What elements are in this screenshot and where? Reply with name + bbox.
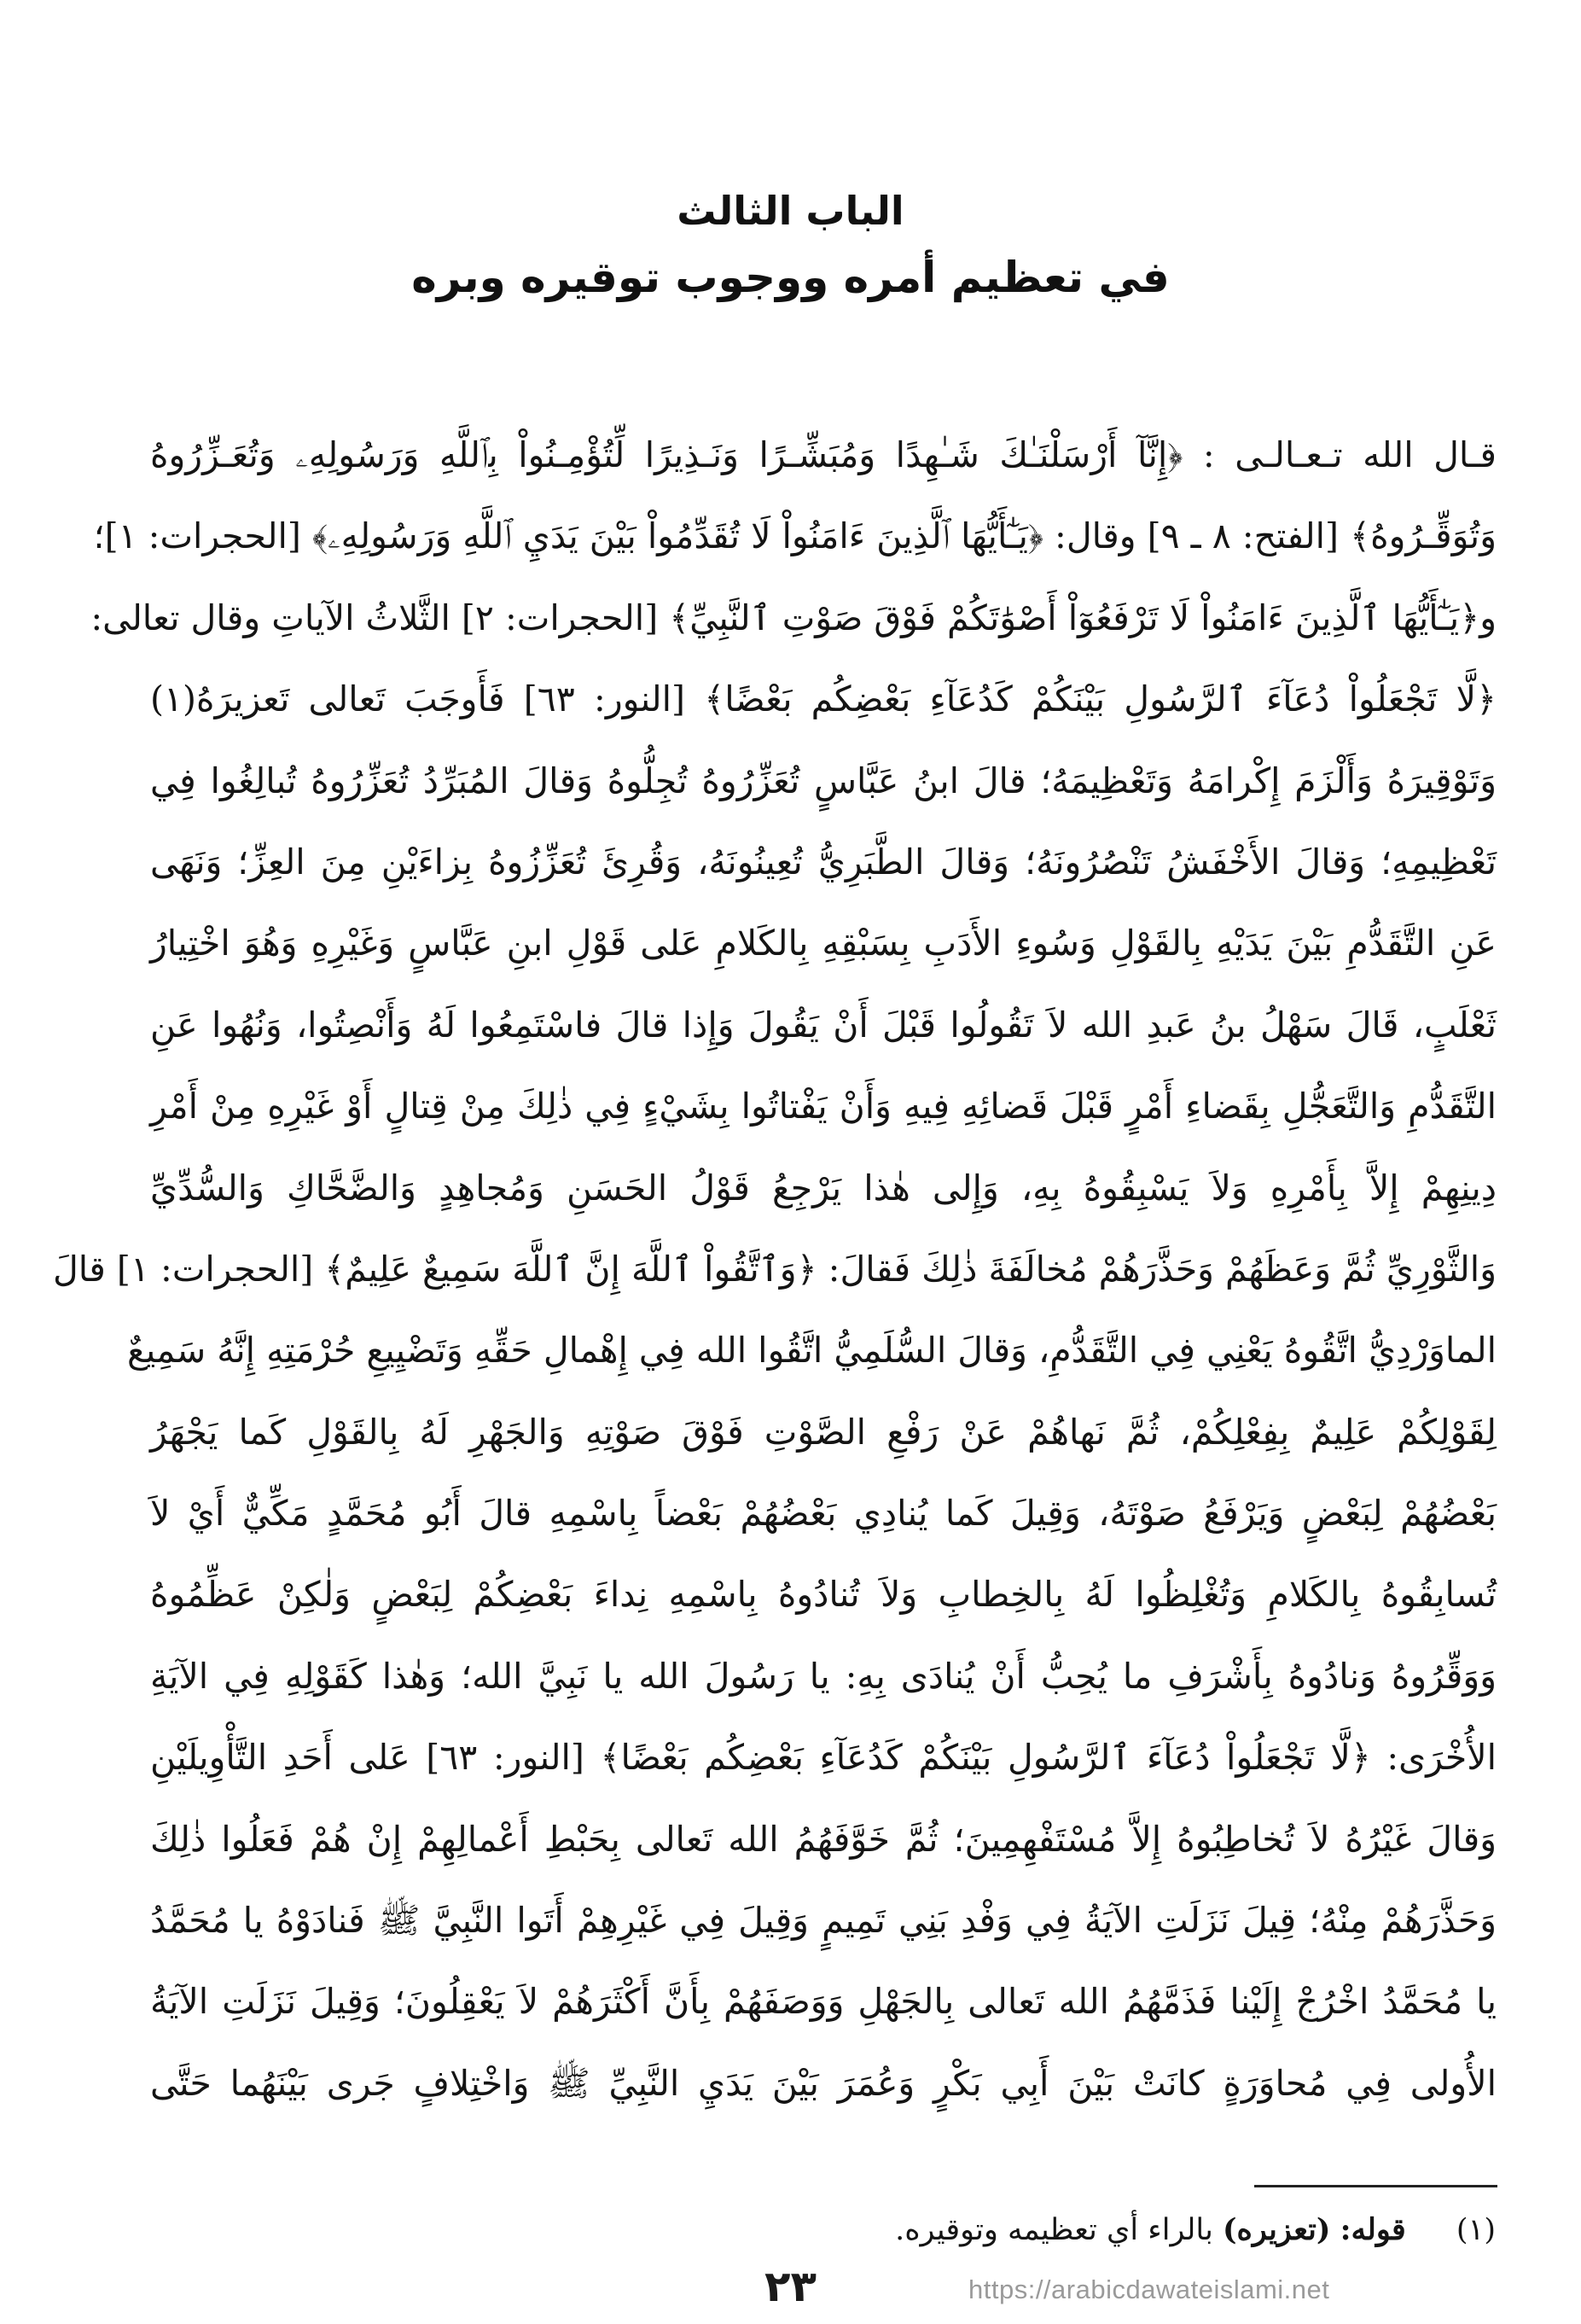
text-line: الأُخْرَى: ﴿لَّا تَجْعَلُواْ دُعَآءَ ٱلرَّسُولِ بَيْنَكُمْ كَدُعَآءِ بَعْضِكُم بَعْضًا﴾ [النور: ٦٣] عَلى أَحَدِ التَّأْوِيلَيْنِ [150,1737,1497,1779]
page-number: ٢٣ [764,2262,817,2311]
text-line: ثَعْلَبٍ، قَالَ سَهْلُ بنُ عَبدِ الله لاَ تَقُولُوا قَبْلَ أَنْ يَقُولَ وَإِذا قالَ فاسْتَمِعُوا لَهُ وَأَنْصِتُوا، وَنُهُوا عَنِ [150,1004,1497,1046]
text-line: وَقالَ غَيْرُهُ لاَ تُخاطِبُوهُ إِلاَّ مُسْتَفْهِمِينَ؛ ثُمَّ خَوَّفَهُمُ الله تَعالى بِحَبْطِ أَعْمالِهِمْ إِنْ هُمْ فَعَلُوا ذٰلِكَ [150,1818,1497,1860]
footnote-text: بالراء أي تعظيمه وتوقيره. [895,2213,1213,2247]
text-line: وَتُوَقِّـرُوهُ﴾ [الفتح: ٨ ـ ٩] وقال: ﴿يَـٰٓأَيُّهَا ٱلَّذِينَ ءَامَنُواْ لَا تُقَدِّمُواْ بَيْنَ يَدَيِ ٱللَّهِ وَرَسُولِهِۦ﴾ [الحجرات: ١]؛ [93,515,1497,557]
footnote-term: (تعزيره) [1222,2212,1331,2247]
footnote-label: قوله: [1340,2212,1406,2247]
text-line: وَحَذَّرَهُمْ مِنْهُ؛ قِيلَ نَزَلَتِ الآيَةُ فِي وَفْدِ بَنِي تَمِيمٍ وَقِيلَ فِي غَيْرِهِمْ أَتَوا النَّبِيَّ ﷺ فَنادَوْهُ يا مُحَمَّدُ [150,1900,1497,1942]
chapter-title: في تعظيم أمره ووجوب توقيره وبره [411,253,1170,302]
text-line: الماوَرْدِيُّ اتَّقُوهُ يَعْنِي فِي التَّقَدُّمِ، وَقالَ السُّلَمِيُّ اتَّقُوا الله فِي إِهْمالِ حَقِّهِ وَتَضْيِيعِ حُرْمَتِهِ إِنَّهُ سَمِيعٌ [127,1330,1497,1372]
text-line: و﴿يَـٰٓأَيُّهَا ٱلَّذِينَ ءَامَنُواْ لَا تَرْفَعُوٓاْ أَصْوَٰتَكُمْ فَوْقَ صَوْتِ ٱلنَّبِيِّ﴾ [الحجرات: ٢] الثَّلاثُ الآياتِ وقال تعالى: [90,597,1497,638]
body-text [53,415,1497,2124]
text-line: قـال الله تـعـالـى : ﴿إِنَّآ أَرْسَلْنَـٰكَ شَـٰهِدًا وَمُبَشِّـرًا وَنَـذِيرًا لِّتُؤْمِـنُواْ بِٱللَّهِ وَرَسُولِهِۦ وَتُعَـزِّرُوهُ [150,434,1497,475]
footnote [131,2209,1496,2251]
text-line: وَالثَّوْرِيِّ ثُمَّ وَعَظَهُمْ وَحَذَّرَهُمْ مُخالَفَةَ ذٰلِكَ فَقالَ: ﴿وَٱتَّقُواْ ٱللَّهَ إِنَّ ٱللَّهَ سَمِيعٌ عَلِيمٌ﴾ [الحجرات: ١] قالَ [53,1248,1497,1290]
watermark-url: https://arabicdawateislami.net [968,2274,1330,2304]
text-line: لِقَوْلِكُمْ عَلِيمٌ بِفِعْلِكُمْ، ثُمَّ نَهاهُمْ عَنْ رَفْعِ الصَّوْتِ فَوْقَ صَوْتِهِ وَالجَهْرِ لَهُ بِالقَوْلِ كَما يَجْهَرُ [150,1411,1497,1453]
text-line: وَتَوْقِيرَهُ وَأَلْزَمَ إِكْرامَهُ وَتَعْظِيمَهُ؛ قالَ ابنُ عَبَّاسٍ تُعَزِّرُوهُ تُجِلُّوهُ وَقالَ المُبَرِّدُ تُعَزِّرُوهُ تُبالِغُوا فِي [150,760,1497,801]
text-line: بَعْضُهُمْ لِبَعْضٍ وَيَرْفَعُ صَوْتَهُ، وَقِيلَ كَما يُنادِي بَعْضُهُمْ بَعْضاً بِاسْمِهِ قالَ أَبُو مُحَمَّدٍ مَكِّيٌّ أَيْ لاَ [150,1493,1497,1535]
text-line: الأُولى فِي مُحاوَرَةٍ كانَتْ بَيْنَ أَبِي بَكْرٍ وَعُمَرَ بَيْنَ يَدَيِ النَّبِيِّ ﷺ وَاخْتِلافٍ جَرى بَيْنَهُما حَتَّى [150,2062,1497,2104]
text-line: يا مُحَمَّدُ اخْرُجْ إِلَيْنا فَذَمَّهُمُ الله تَعالى بِالجَهْلِ وَوَصَفَهُمْ بِأَنَّ أَكْثَرَهُمْ لاَ يَعْقِلُونَ؛ وَقِيلَ نَزَلَتِ الآيَةُ [150,1981,1497,2023]
text-line: تُسابِقُوهُ بِالكَلامِ وَتُغْلِظُوا لَهُ بِالخِطابِ وَلاَ تُنادُوهُ بِاسْمِهِ نِداءَ بَعْضِكُمْ لِبَعْضٍ وَلٰكِنْ عَظِّمُوهُ [150,1574,1497,1616]
text-line: وَوَقِّرُوهُ وَنادُوهُ بِأَشْرَفِ ما يُحِبُّ أَنْ يُنادَى بِهِ: يا رَسُولَ الله يا نَبِيَّ الله؛ وَهٰذا كَقَوْلِهِ فِي الآيَةِ [150,1655,1497,1697]
text-line: التَّقَدُّمِ وَالتَّعَجُّلِ بِقَضاءِ أَمْرٍ قَبْلَ قَضائِهِ فِيهِ وَأَنْ يَفْتاتُوا بِشَيْءٍ فِي ذٰلِكَ مِنْ قِتالٍ أَوْ غَيْرِهِ مِنْ أَمْرِ [150,1086,1497,1127]
text-line: دِينِهِمْ إِلاَّ بِأَمْرِهِ وَلاَ يَسْبِقُوهُ بِهِ، وَإِلى هٰذا يَرْجِعُ قَوْلُ الحَسَنِ وَمُجاهِدٍ وَالضَّحَّاكِ وَالسُّدِّيِّ [150,1167,1497,1209]
footnote-marker: (١) [1456,2213,1496,2247]
footnote-divider [1254,2185,1497,2187]
text-line: ﴿لَّا تَجْعَلُواْ دُعَآءَ ٱلرَّسُولِ بَيْنَكُمْ كَدُعَآءِ بَعْضِكُم بَعْضًا﴾ [النور: ٦٣] فَأَوجَبَ تَعالى تَعزيرَهُ(١) [150,679,1497,720]
chapter-label: الباب الثالث [677,188,904,234]
text-line: عَنِ التَّقَدُّمِ بَيْنَ يَدَيْهِ بِالقَوْلِ وَسُوءِ الأَدَبِ بِسَبْقِهِ بِالكَلامِ عَلى قَوْلِ ابنِ عَبَّاسٍ وَغَيْرِهِ وَهُوَ اخْتِيارُ [150,923,1497,964]
text-line: تَعْظِيمِهِ؛ وَقالَ الأَخْفَشُ تَنْصُرُونَهُ؛ وَقالَ الطَّبَرِيُّ تُعِينُونَهُ، وَقُرِئَ تُعَزِّزُوهُ بِزاءَيْنِ مِنَ العِزِّ؛ وَنَهَى [150,841,1497,882]
